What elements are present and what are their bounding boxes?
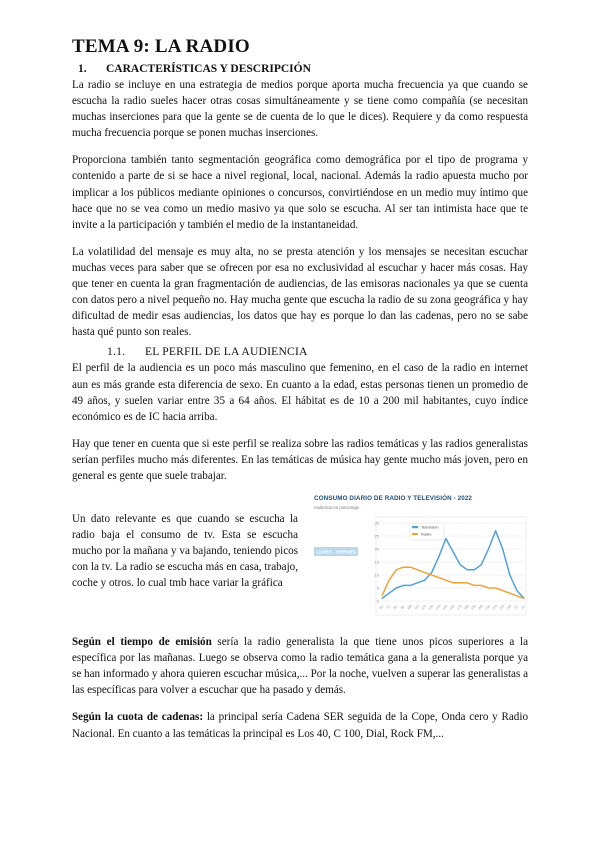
x-tick-label: 7h (385, 604, 392, 611)
data-point (488, 549, 489, 550)
data-point (453, 582, 454, 583)
consumption-chart (312, 495, 528, 616)
x-tick-label: 8h (392, 604, 399, 611)
data-point (474, 585, 475, 586)
paragraph-frecuencia: La radio se incluye en una estrategia de medios porque aporta mucha frecuencia ya que cuando se escucha la radio sueles hacer otras cosas simultáneamente y se tiene como compañía (se necesitan muchas inserciones para que la gente se de cuenta de lo que le dices). Requiere y da como respuesta mucha frecuencia porque se ponen muchas inserciones. (72, 79, 528, 140)
day-badge-label: LUNES - VIERNES (316, 549, 356, 555)
data-point (488, 588, 489, 589)
y-tick-label: 30 (374, 520, 379, 526)
x-tick-label: 1h (513, 604, 519, 611)
data-point (424, 580, 425, 581)
data-point (460, 564, 461, 565)
paragraph-tematicas: Hay que tener en cuenta que si este perfil se realiza sobre las radios temáticas y las radios generalistas serían perfiles mucho más diferentes. En las temáticas de música hay gente mucho más joven, pero en general es gente que suele trabajar. (72, 437, 528, 482)
data-point (424, 572, 425, 573)
cuota-cadenas-label: Según la cuota de cadenas: (72, 711, 204, 724)
legend-swatch (412, 526, 418, 528)
data-point (460, 582, 461, 583)
data-point (524, 598, 525, 599)
data-point (403, 567, 404, 568)
y-tick-label: 20 (374, 546, 379, 552)
data-point (403, 585, 404, 586)
x-tick-label: 9h (399, 604, 406, 611)
data-point (509, 593, 510, 594)
section-title: CARACTERÍSTICAS Y DESCRIPCIÓN (106, 63, 311, 75)
x-tick-label: 19h (470, 603, 478, 611)
data-point (417, 582, 418, 583)
x-tick-label: 13h (427, 603, 435, 611)
legend-swatch (412, 533, 418, 535)
x-tick-label: 21h (484, 603, 492, 611)
chart-subtitle: Audiencia en porcentaje (314, 505, 359, 511)
data-point (445, 538, 446, 539)
tiempo-emision-label: Según el tiempo de emisión (72, 636, 212, 649)
x-tick-label: 10h (406, 603, 414, 611)
section-number: 1. (78, 63, 87, 75)
data-point (516, 595, 517, 596)
cuota-cadenas-text: la principal sería Cadena SER seguida de la Cope, Onda cero y Radio Nacional. En cuanto a las temáticas la principal es Los 40, C 100, Dial, Rock FM,... (72, 711, 528, 740)
data-point (453, 551, 454, 552)
x-tick-label: 2h (520, 604, 527, 611)
data-point (509, 575, 510, 576)
data-point (382, 595, 383, 596)
x-tick-label: 12h (420, 603, 428, 611)
data-point (481, 564, 482, 565)
data-point (445, 580, 446, 581)
data-point (431, 572, 432, 573)
data-point (495, 588, 496, 589)
data-point (438, 556, 439, 557)
x-tick-label: 14h (434, 603, 442, 611)
section-heading (78, 62, 528, 77)
subsection-number: 1.1. (107, 345, 126, 359)
x-tick-label: 11h (413, 604, 421, 611)
data-point (438, 577, 439, 578)
legend-label: Radio (421, 531, 432, 537)
data-point (495, 530, 496, 531)
figure-row (72, 495, 528, 628)
x-tick-label: 15h (441, 603, 449, 611)
data-point (389, 593, 390, 594)
x-tick-label: 17h (455, 603, 463, 611)
subsection-heading (107, 344, 528, 360)
y-tick-label: 10 (374, 572, 379, 578)
paragraph-cuota-cadenas (72, 709, 528, 741)
x-tick-label: 23h (498, 603, 506, 611)
y-tick-label: 0 (376, 598, 379, 604)
plot-frame (376, 517, 526, 615)
data-point (502, 549, 503, 550)
data-point (474, 569, 475, 570)
data-point (467, 569, 468, 570)
paragraph-perfil: El perfil de la audiencia es un poco más masculino que femenino, en el caso de la radio en internet aun es más grande esta diferencia de sexo. En cuanto a la edad, estas personas tienen un promedio de 49 años, y suelen variar entre 35 a 64 años. El hábitat es de 10 a 200 mil habitantes, cuyo índice económico es de IC hacia arriba. (72, 362, 528, 423)
x-tick-label: 24h (505, 603, 513, 611)
legend-label: Televisión (421, 524, 439, 530)
x-tick-label: 18h (463, 603, 470, 611)
paragraph-volatilidad: La volatilidad del mensaje es muy alta, no se presta atención y los mensajes se necesitan escuchar muchas veces para saber que se ofrecen por esa no exclusividad al escuchar y hacer más cosas. Hay que tener en cuenta la gran fragmentación de audiencias, de las emisoras nacionales ya que se cuenta con datos pero a nivel pequeño no. Hay mucha gente que escucha la radio de su zona geográfica y hay dificultad de medir esas audiencias, los datos que hay es porque lo dan las cadenas, pero no se sabe hasta qué punto son reales. (72, 245, 528, 339)
data-point (410, 585, 411, 586)
paragraph-tiempo-emision (72, 634, 528, 698)
chart-canvas (312, 495, 528, 616)
data-point (396, 588, 397, 589)
subsection-title: EL PERFIL DE LA AUDIENCIA (145, 345, 308, 359)
data-point (417, 569, 418, 570)
data-point (396, 569, 397, 570)
page-title: TEMA 9: LA RADIO (72, 36, 250, 57)
data-point (516, 590, 517, 591)
x-tick-label: 20h (477, 603, 485, 611)
data-point (389, 580, 390, 581)
x-tick-label: 16h (448, 603, 456, 611)
data-point (382, 598, 383, 599)
y-tick-label: 5 (376, 585, 379, 591)
data-point (467, 582, 468, 583)
x-tick-label: 22h (491, 603, 499, 611)
chart-side-text: Un dato relevante es que cuando se escucha la radio baja el consumo de tv. Esta se escucha mucho por la mañana y va bajando, teniendo picos con la tv. La radio se escucha más en casa, trabajo, coche y otros. lo cual tmb hace variar la gráfica (72, 513, 298, 590)
y-tick-label: 25 (374, 533, 379, 539)
data-point (481, 585, 482, 586)
tiempo-emision-text: sería la radio generalista la que tiene unos picos superiores a la específica por las mañanas. Luego se observa como la radio temática gana a la generalista porque ya se han informado y ahora quieren escuchar música,... Por la noche, vuelven a superar las generalistas a las específicas para volver a escuchar que ha pasado y demás. (72, 636, 528, 697)
paragraph-segmentacion: Proporciona también tanto segmentación geográfica como demográfica por el tipo de programa y contenido a parte de si se hace a nivel regional, local, nacional. Además la radio apuesta mucho por implicar a los públicos mediante opiniones o concursos, convirtiéndose en un medio muy íntimo que hace que no se vea como un medio masivo ya que solo se escucha. Al ser tan intimista hace que te invite a la participación y también el medio de la instantaneidad. (72, 154, 528, 231)
x-tick-label: 6h (378, 604, 385, 611)
chart-title: CONSUMO DIARIO DE RADIO Y TELEVISIÓN - 2022 (314, 495, 473, 503)
y-tick-label: 15 (374, 559, 379, 565)
data-point (410, 567, 411, 568)
document-page (72, 36, 528, 742)
data-point (431, 575, 432, 576)
data-point (502, 590, 503, 591)
